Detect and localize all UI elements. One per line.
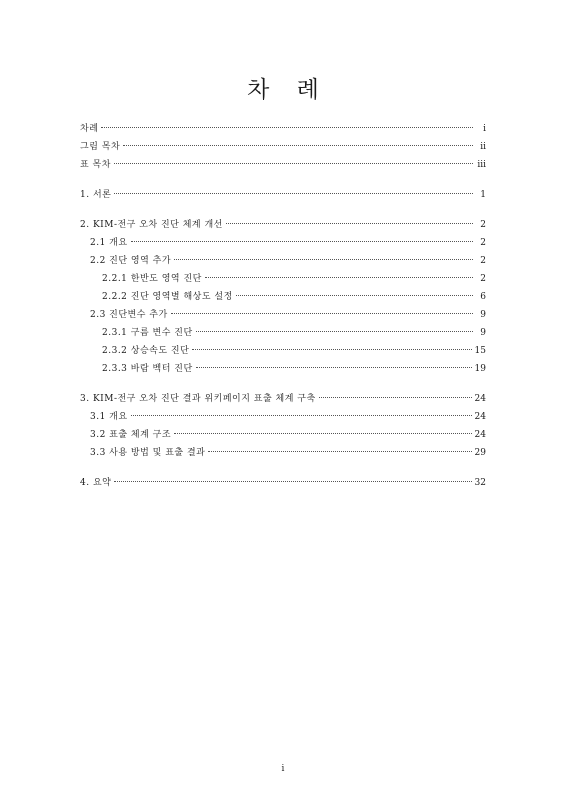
toc-dot-leader [114, 193, 473, 194]
toc-entry[interactable] [80, 446, 486, 461]
toc-entry-page: 6 [480, 292, 486, 302]
toc-entry-page: 24 [474, 394, 486, 404]
toc-entry-label: 2.2.1 한반도 영역 진단 [102, 274, 202, 284]
toc-entry[interactable] [80, 428, 486, 443]
toc-entry[interactable] [80, 326, 486, 341]
toc-entry-page: 15 [474, 346, 486, 356]
toc-dot-leader [319, 397, 472, 398]
toc-dot-leader [171, 313, 473, 314]
toc-entry-label: 3.1 개요 [90, 412, 128, 422]
toc-entry-label: 2.3.1 구름 변수 진단 [102, 328, 193, 338]
toc-entry[interactable] [80, 236, 486, 251]
toc-dot-leader [174, 259, 473, 260]
toc-dot-leader [205, 277, 473, 278]
toc-entry[interactable] [80, 290, 486, 305]
toc-entry-page: 2 [480, 256, 486, 266]
toc-entry-page: iii [477, 160, 486, 170]
toc-entry-page: 2 [480, 220, 486, 230]
toc-entry-page: 29 [474, 448, 486, 458]
toc-dot-leader [131, 241, 473, 242]
page-title: 차 례 [247, 77, 329, 104]
toc-entry-label: 차례 [80, 124, 99, 134]
table-of-contents [80, 122, 486, 494]
toc-entry-page: 19 [474, 364, 486, 374]
toc-entry-label: 2. KIM-전구 오차 진단 체계 개선 [80, 220, 223, 230]
toc-entry[interactable] [80, 308, 486, 323]
toc-entry-label: 2.3.3 바람 벡터 진단 [102, 364, 193, 374]
toc-entry-page: 9 [480, 310, 486, 320]
toc-entry-page: 32 [474, 478, 486, 488]
toc-dot-leader [101, 127, 473, 128]
toc-entry[interactable] [80, 218, 486, 233]
toc-entry[interactable] [80, 272, 486, 287]
toc-dot-leader [192, 349, 471, 350]
toc-dot-leader [196, 331, 473, 332]
toc-entry-label: 1. 서론 [80, 190, 112, 200]
toc-entry[interactable] [80, 122, 486, 137]
toc-entry-label: 3.2 표출 체계 구조 [90, 430, 172, 440]
toc-entry-label: 2.3 진단변수 추가 [90, 310, 168, 320]
toc-entry-page: 2 [480, 238, 486, 248]
toc-entry[interactable] [80, 254, 486, 269]
toc-entry-page: i [483, 124, 486, 134]
toc-entry-page: 2 [480, 274, 486, 284]
toc-dot-leader [208, 451, 471, 452]
toc-dot-leader [123, 145, 473, 146]
toc-dot-leader [196, 367, 472, 368]
toc-entry-page: 1 [480, 190, 486, 200]
toc-entry-label: 3.3 사용 방법 및 표출 결과 [90, 448, 206, 458]
toc-dot-leader [114, 163, 473, 164]
toc-entry[interactable] [80, 476, 486, 491]
toc-entry-label: 4. 요약 [80, 478, 112, 488]
toc-entry[interactable] [80, 344, 486, 359]
toc-entry-page: 9 [480, 328, 486, 338]
toc-entry-label: 2.1 개요 [90, 238, 128, 248]
toc-entry[interactable] [80, 392, 486, 407]
toc-entry-label: 표 목차 [80, 160, 111, 170]
toc-entry-page: ii [480, 142, 486, 152]
toc-entry-label: 3. KIM-전구 오차 진단 결과 위키페이지 표출 체계 구축 [80, 394, 316, 404]
toc-entry-label: 2.3.2 상승속도 진단 [102, 346, 190, 356]
toc-entry-label: 2.2 진단 영역 추가 [90, 256, 172, 266]
toc-entry[interactable] [80, 158, 486, 173]
toc-entry[interactable] [80, 362, 486, 377]
footer-page-number: i [281, 764, 285, 774]
toc-dot-leader [226, 223, 473, 224]
toc-entry-page: 24 [474, 412, 486, 422]
toc-entry-label: 2.2.2 진단 영역별 해상도 설정 [102, 292, 233, 302]
toc-entry[interactable] [80, 140, 486, 155]
toc-entry[interactable] [80, 188, 486, 203]
toc-entry-page: 24 [474, 430, 486, 440]
toc-dot-leader [131, 415, 472, 416]
toc-entry[interactable] [80, 410, 486, 425]
toc-dot-leader [236, 295, 473, 296]
toc-dot-leader [174, 433, 471, 434]
toc-dot-leader [114, 481, 471, 482]
toc-entry-label: 그림 목차 [80, 142, 121, 152]
